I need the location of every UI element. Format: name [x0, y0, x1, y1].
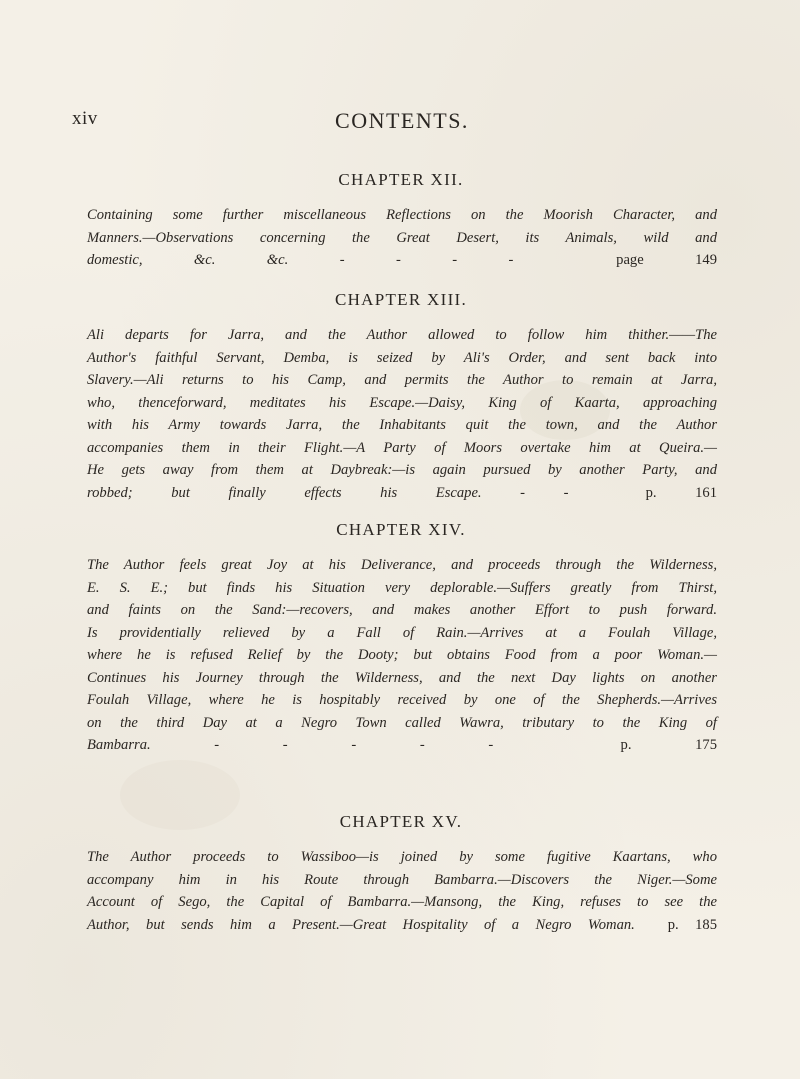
summary-line: who, thenceforward, meditates his Escape.—Daisy, King of Kaarta, approaching	[87, 394, 717, 411]
summary-line: domestic, &c. &c. - - - -	[87, 252, 514, 268]
running-title: CONTENTS.	[335, 108, 469, 133]
page-number: xiv	[72, 108, 98, 129]
summary-last-line	[87, 249, 717, 272]
summary-last-line	[87, 482, 717, 505]
summary-line: Author, but sends him a Present.—Great Hospitality of a Negro Woman.	[87, 916, 635, 933]
chapter-title: CHAPTER XII.	[338, 170, 464, 189]
summary-line: Author's faithful Servant, Demba, is seized by Ali's Order, and sent back into	[87, 349, 717, 366]
page-header	[72, 108, 732, 138]
page-reference: p. 161	[645, 484, 718, 501]
chapter-title: CHAPTER XIII.	[334, 290, 468, 309]
summary-line: Is providentially relieved by a Fall of Rain.—Arrives at a Foulah Village,	[87, 624, 717, 641]
chapter-summary	[85, 846, 717, 936]
summary-line: Containing some further miscellaneous Reflections on the Moorish Character, and	[87, 207, 717, 223]
summary-line: Foulah Village, where he is hospitably received by one of the Shepherds.—Arrives	[87, 692, 717, 708]
summary-last-line	[87, 734, 717, 757]
summary-line: The Author feels great Joy at his Deliverance, and proceeds through the Wilderness,	[87, 557, 717, 573]
chapter-title: CHAPTER XIV.	[336, 520, 466, 539]
summary-line: accompanies them in their Flight.—A Party of Moors overtake him at Queira.—	[87, 439, 717, 456]
chapter-xv	[85, 812, 717, 936]
chapter-xii	[85, 170, 717, 272]
page-reference: page 149	[616, 252, 717, 268]
summary-line: Slavery.—Ali returns to his Camp, and permits the Author to remain at Jarra,	[87, 372, 717, 388]
summary-line: with his Army towards Jarra, the Inhabitants quit the town, and the Author	[87, 417, 717, 433]
chapter-title: CHAPTER XV.	[339, 812, 463, 831]
summary-line: Bambarra. - - - - -	[87, 737, 494, 753]
chapter-summary	[85, 204, 717, 272]
chapter-summary	[85, 324, 717, 504]
summary-line: Continues his Journey through the Wilderness, and the next Day lights on another	[87, 669, 717, 686]
summary-line: Ali departs for Jarra, and the Author allowed to follow him thither.——The	[87, 327, 717, 343]
summary-last-line	[87, 914, 717, 937]
page-reference: p. 185	[667, 916, 718, 933]
chapter-xiv	[85, 520, 717, 757]
summary-line: where he is refused Relief by the Dooty; but obtains Food from a poor Woman.—	[87, 647, 717, 663]
summary-line: Manners.—Observations concerning the Great Desert, its Animals, wild and	[87, 229, 717, 246]
page-reference: p. 175	[620, 737, 718, 753]
summary-line: E. S. E.; but finds his Situation very deplorable.—Suffers greatly from Thirst,	[87, 579, 717, 596]
chapter-xiii	[85, 290, 717, 504]
summary-line: robbed; but finally effects his Escape. - -	[87, 484, 569, 501]
summary-line: Account of Sego, the Capital of Bambarra.—Mansong, the King, refuses to see the	[87, 894, 717, 910]
chapter-summary	[85, 554, 717, 757]
summary-line: and faints on the Sand:—recovers, and makes another Effort to push forward.	[87, 602, 717, 618]
summary-line: accompany him in his Route through Bambarra.—Discovers the Niger.—Some	[87, 871, 717, 888]
summary-line: He gets away from them at Daybreak:—is again pursued by another Party, and	[87, 462, 717, 478]
summary-line: The Author proceeds to Wassiboo—is joined by some fugitive Kaartans, who	[87, 849, 717, 865]
summary-line: on the third Day at a Negro Town called Wawra, tributary to the King of	[87, 714, 717, 731]
